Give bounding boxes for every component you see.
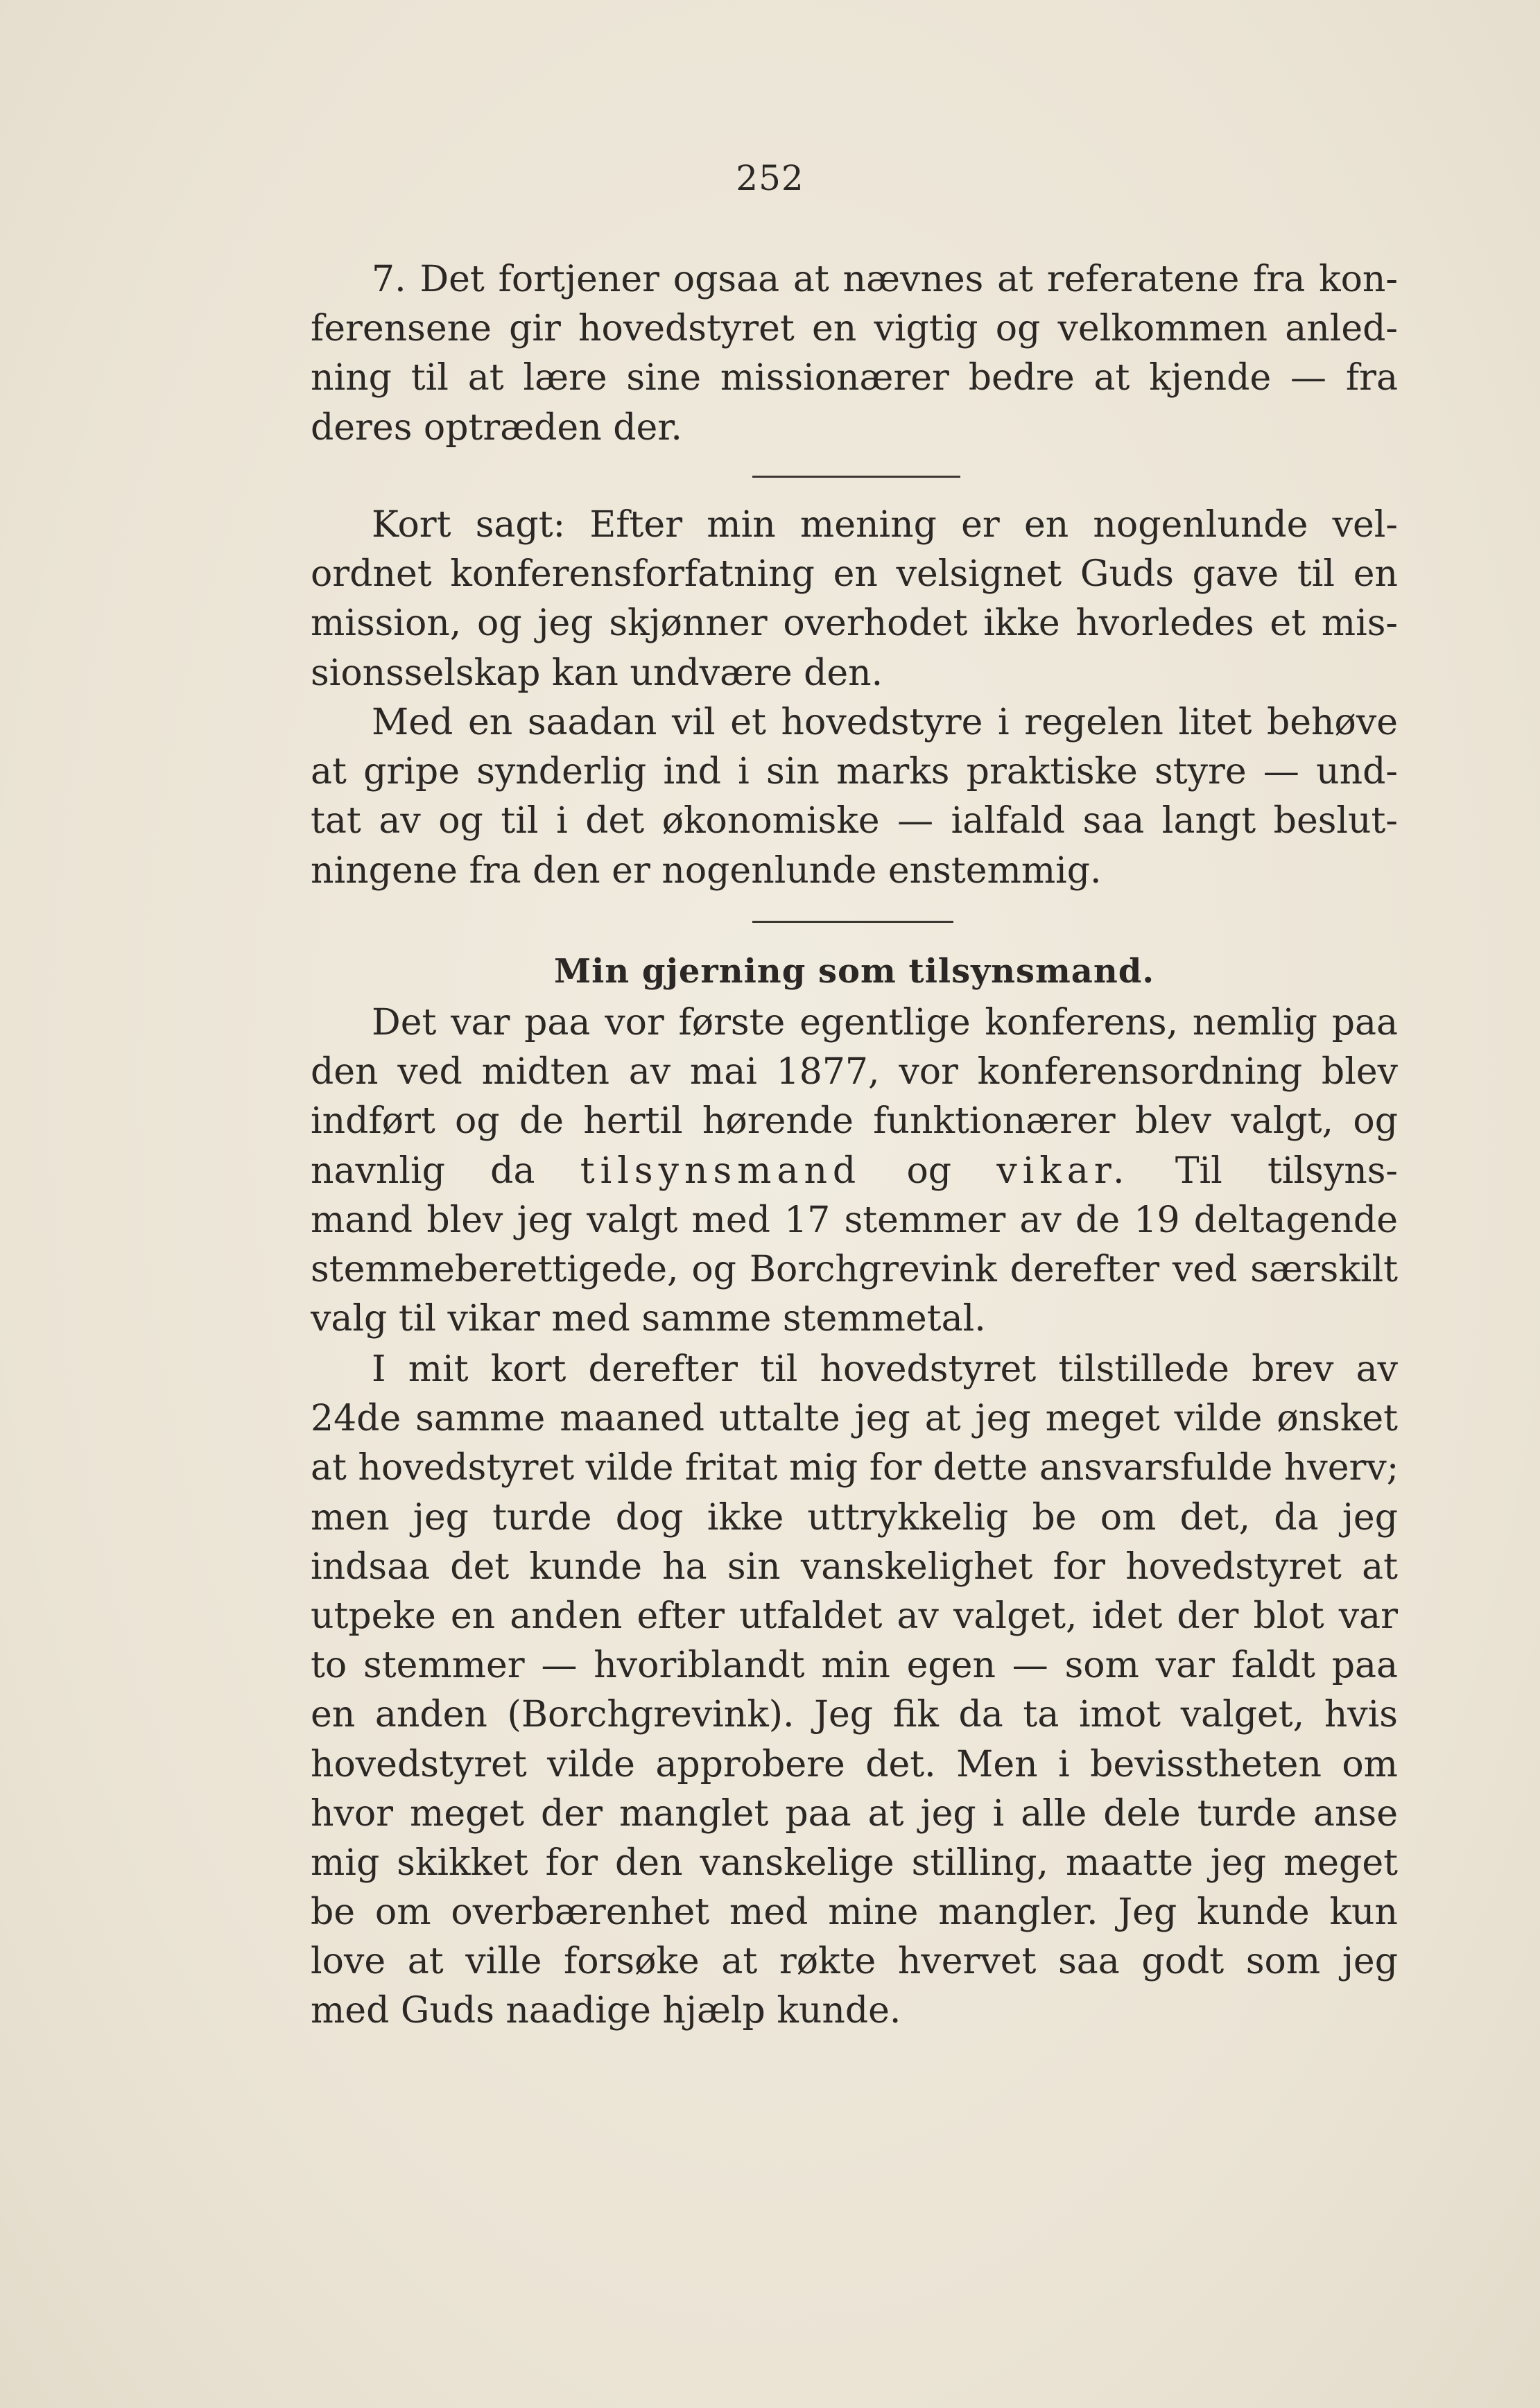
text-segment: navnlig da <box>311 1150 535 1192</box>
text-line: sionsselskap kan undvære den. <box>311 652 883 694</box>
section-heading: Min gjerning som tilsynsmand. <box>553 952 1155 991</box>
text-line: Kort sagt: Efter min mening er en nogenlunde vel- <box>372 504 1398 546</box>
text-line: mand blev jeg valgt med 17 stemmer av de 19 deltagende <box>311 1199 1398 1241</box>
text-line: tat av og til i det økonomiske — ialfald saa langt beslut- <box>311 800 1398 842</box>
emphasized-term: tilsynsmand <box>580 1150 862 1192</box>
text-line: hovedstyret vilde approbere det. Men i bevisstheten om <box>311 1743 1398 1785</box>
text-line: valg til vikar med samme stemmetal. <box>311 1298 986 1340</box>
text-line: stemmeberettigede, og Borchgrevink derefter ved særskilt <box>311 1248 1398 1290</box>
text-line: I mit kort derefter til hovedstyret tilstillede brev av <box>372 1349 1398 1390</box>
text-line: 24de samme maaned uttalte jeg at jeg meget vilde ønsket <box>311 1398 1398 1440</box>
text-line: 7. Det fortjener ogsaa at nævnes at referatene fra kon- <box>372 259 1398 300</box>
text-line: indført og de hertil hørende funktionærer blev valgt, og <box>311 1100 1398 1143</box>
text-segment: Til tilsyns- <box>1175 1150 1398 1192</box>
text-line: mission, og jeg skjønner overhodet ikke hvorledes et mis- <box>311 603 1398 645</box>
paragraph-7 <box>311 255 1398 453</box>
text-line: at hovedstyret vilde fritat mig for dette ansvarsfulde hverv; <box>311 1447 1399 1489</box>
section-divider <box>752 921 953 923</box>
paragraph-hovedstyre <box>311 698 1398 896</box>
text-line: ningene fra den er nogenlunde enstemmig. <box>311 849 1102 892</box>
text-line: ferensene gir hovedstyret en vigtig og velkommen anled- <box>311 308 1398 350</box>
paragraph-letter <box>311 1345 1398 2036</box>
text-line: en anden (Borchgrevink). Jeg fik da ta imot valget, hvis <box>311 1694 1398 1736</box>
text-line: ordnet konferensforfatning en velsignet Guds gave til en <box>311 553 1398 596</box>
text-line: be om overbærenhet med mine mangler. Jeg kunde kun <box>311 1891 1398 1934</box>
text-line: indsaa det kunde ha sin vanskelighet for hovedstyret at <box>311 1545 1398 1588</box>
section-divider <box>752 476 960 478</box>
text-line: at gripe synderlig ind i sin marks praktiske styre — und- <box>311 751 1398 793</box>
text-line: deres optræden der. <box>311 406 682 449</box>
text-line: mig skikket for den vanskelige stilling, maatte jeg meget <box>311 1842 1398 1884</box>
text-segment: og <box>906 1150 952 1192</box>
emphasized-term: vikar. <box>996 1150 1130 1192</box>
text-line: Det var paa vor første egentlige konferens, nemlig paa <box>372 1002 1398 1043</box>
paragraph-summary <box>311 501 1398 698</box>
text-line: ning til at lære sine missionærer bedre at kjende — fra <box>311 357 1398 399</box>
paragraph-first-conference <box>311 998 1398 1344</box>
text-line-spaced <box>311 1147 1398 1196</box>
text-line: Med en saadan vil et hovedstyre i regelen litet behøve <box>372 702 1398 743</box>
text-line: to stemmer — hvoriblandt min egen — som var faldt paa <box>311 1645 1398 1687</box>
text-line: den ved midten av mai 1877, vor konferensordning blev <box>311 1051 1398 1093</box>
text-line: hvor meget der manglet paa at jeg i alle dele turde anse <box>311 1792 1398 1835</box>
text-line: men jeg turde dog ikke uttrykkelig be om det, da jeg <box>311 1496 1398 1539</box>
page-number: 252 <box>736 158 804 198</box>
text-line: utpeke en anden efter utfaldet av valget, idet der blot var <box>311 1595 1398 1637</box>
text-line: med Guds naadige hjælp kunde. <box>311 1990 901 2032</box>
text-line: love at ville forsøke at røkte hvervet saa godt som jeg <box>311 1941 1398 1983</box>
